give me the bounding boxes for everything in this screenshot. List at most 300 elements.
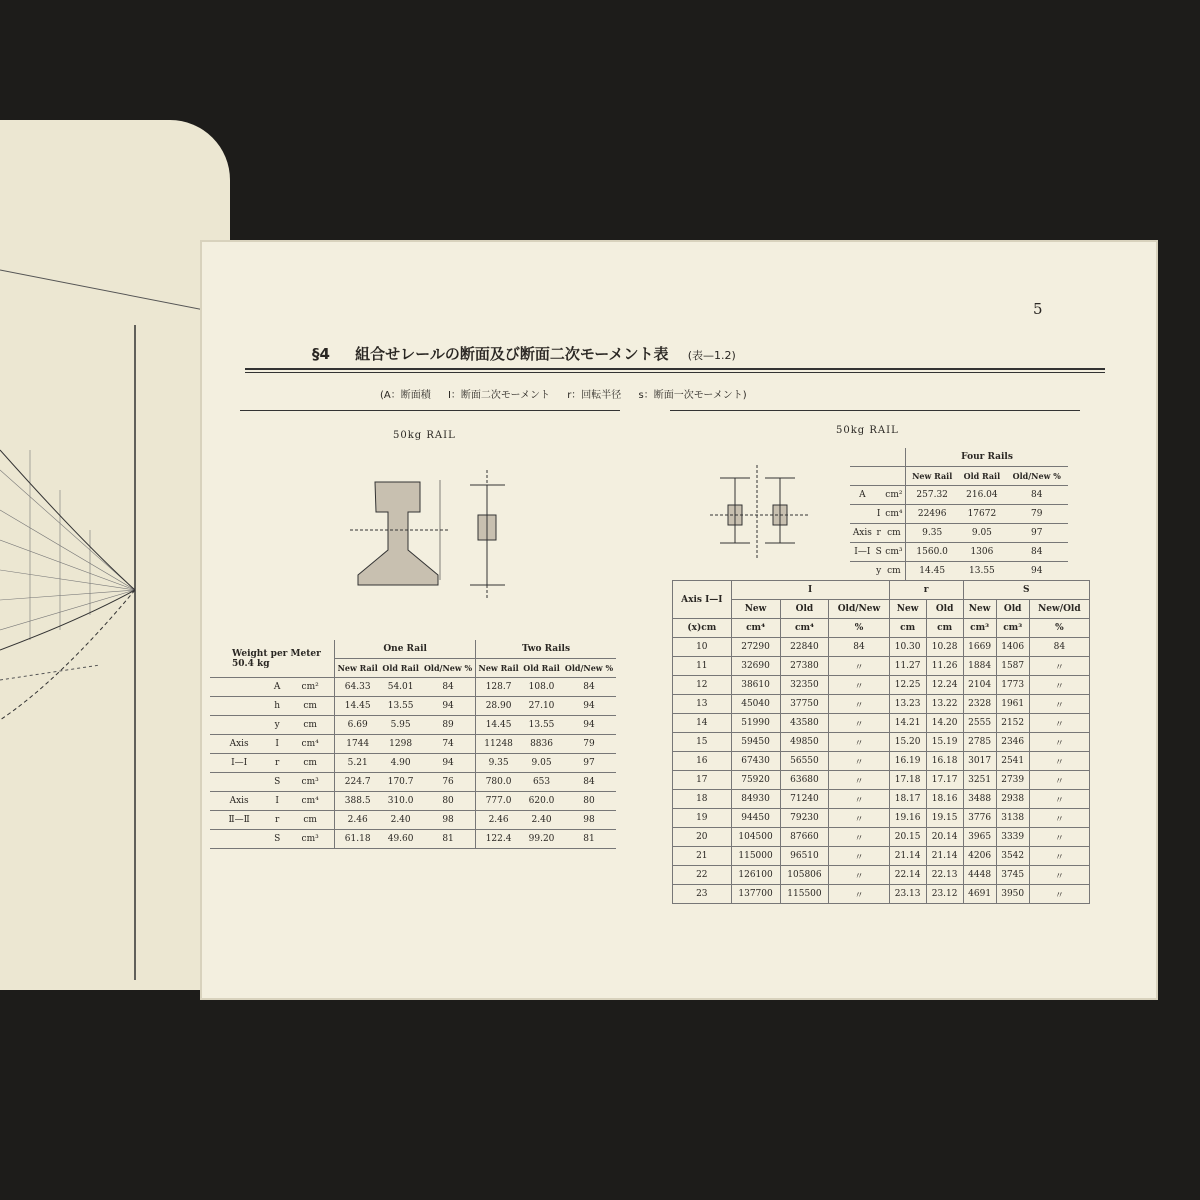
section-number: §4 <box>312 345 330 363</box>
unit-header: cm³ <box>996 619 1029 638</box>
value-cell: 32350 <box>780 676 829 695</box>
axis-cell: Axis <box>850 524 875 543</box>
table-row <box>210 811 616 830</box>
value-cell: 23.12 <box>926 885 963 904</box>
table-row <box>850 505 1068 524</box>
table-row <box>210 735 616 754</box>
value-cell: 94 <box>562 697 616 716</box>
axis-cell: Ⅱ—Ⅱ <box>210 811 268 830</box>
section-ref: (表—1.2) <box>687 349 736 362</box>
value-cell: 1306 <box>958 543 1005 562</box>
value-cell: 310.0 <box>380 792 421 811</box>
value-cell: 〃 <box>829 847 889 866</box>
table-row <box>673 714 1090 733</box>
value-cell: 3251 <box>963 771 996 790</box>
value-cell: 3488 <box>963 790 996 809</box>
four-rails-table <box>850 448 1068 581</box>
axis-cell <box>210 678 268 697</box>
symbol-legend <box>380 386 761 401</box>
value-cell: 80 <box>562 792 616 811</box>
value-cell: 22.14 <box>889 866 926 885</box>
value-cell: 1669 <box>963 638 996 657</box>
value-cell: 84 <box>1006 543 1068 562</box>
sub-header: New <box>889 600 926 619</box>
unit-cell: cm⁴ <box>286 735 335 754</box>
value-cell: 81 <box>562 830 616 849</box>
unit-header: cm <box>926 619 963 638</box>
value-cell: 98 <box>562 811 616 830</box>
value-cell: 16 <box>673 752 732 771</box>
value-cell: 56550 <box>780 752 829 771</box>
symbol-cell: y <box>268 716 286 735</box>
value-cell: 122.4 <box>476 830 522 849</box>
value-cell: 11.27 <box>889 657 926 676</box>
value-cell: 76 <box>421 773 476 792</box>
table-row <box>210 678 616 697</box>
unit-cell: cm <box>883 524 906 543</box>
table-row <box>850 543 1068 562</box>
symbol-cell: I <box>268 792 286 811</box>
value-cell: 5.21 <box>335 754 381 773</box>
value-cell: 13.22 <box>926 695 963 714</box>
heading-rule-thin <box>245 372 1105 373</box>
symbol-cell: S <box>268 830 286 849</box>
value-cell: 388.5 <box>335 792 381 811</box>
value-cell: 2555 <box>963 714 996 733</box>
value-cell: 27380 <box>780 657 829 676</box>
value-cell: 〃 <box>1029 771 1089 790</box>
four-col-old: Old Rail <box>958 467 1005 486</box>
table-row <box>210 754 616 773</box>
sub-header: Old <box>780 600 829 619</box>
group-r: r <box>889 581 963 600</box>
value-cell: 79 <box>562 735 616 754</box>
value-cell: 84 <box>1029 638 1089 657</box>
col-old-rail: Old Rail <box>380 659 421 678</box>
group-s: S <box>963 581 1089 600</box>
value-cell: 94 <box>1006 562 1068 581</box>
curve-chart-graphic <box>0 120 230 990</box>
one-two-rails-body <box>210 678 616 849</box>
value-cell: 〃 <box>829 733 889 752</box>
value-cell: 22496 <box>906 505 959 524</box>
four-col-ratio: Old/New % <box>1006 467 1068 486</box>
value-cell: 126100 <box>731 866 780 885</box>
rail-section-diagram <box>330 470 530 620</box>
sub-header: New/Old <box>1029 600 1089 619</box>
legend-area: (A：断面積 <box>380 390 431 401</box>
value-cell: 6.69 <box>335 716 381 735</box>
value-cell: 28.90 <box>476 697 522 716</box>
value-cell: 108.0 <box>521 678 562 697</box>
unit-header: % <box>829 619 889 638</box>
four-rails-body <box>850 486 1068 581</box>
unit-header: cm³ <box>963 619 996 638</box>
axis-cell: Axis <box>210 792 268 811</box>
value-cell: 〃 <box>829 828 889 847</box>
table-row <box>850 524 1068 543</box>
value-cell: 3339 <box>996 828 1029 847</box>
value-cell: 1884 <box>963 657 996 676</box>
unit-cell: cm <box>286 811 335 830</box>
one-two-rails-table <box>210 640 616 849</box>
value-cell: 2.46 <box>335 811 381 830</box>
value-cell: 1961 <box>996 695 1029 714</box>
value-cell: 3776 <box>963 809 996 828</box>
value-cell: 54.01 <box>380 678 421 697</box>
unit-header: (x)cm <box>673 619 732 638</box>
value-cell: 20.14 <box>926 828 963 847</box>
value-cell: 2104 <box>963 676 996 695</box>
unit-header: cm⁴ <box>780 619 829 638</box>
value-cell: 22840 <box>780 638 829 657</box>
value-cell: 9.35 <box>906 524 959 543</box>
value-cell: 89 <box>421 716 476 735</box>
value-cell: 2785 <box>963 733 996 752</box>
value-cell: 11 <box>673 657 732 676</box>
value-cell: 84 <box>1006 486 1068 505</box>
value-cell: 15.19 <box>926 733 963 752</box>
value-cell: 21.14 <box>889 847 926 866</box>
value-cell: 19.15 <box>926 809 963 828</box>
value-cell: 〃 <box>829 676 889 695</box>
unit-cell: cm² <box>883 486 906 505</box>
value-cell: 〃 <box>1029 733 1089 752</box>
value-cell: 216.04 <box>958 486 1005 505</box>
symbol-cell: A <box>268 678 286 697</box>
unit-cell: cm⁴ <box>286 792 335 811</box>
spacing-body <box>673 638 1090 904</box>
value-cell: 16.19 <box>889 752 926 771</box>
value-cell: 10 <box>673 638 732 657</box>
value-cell: 〃 <box>829 809 889 828</box>
value-cell: 〃 <box>829 771 889 790</box>
table-row <box>210 792 616 811</box>
legend-first-moment: s：断面一次モーメント) <box>638 390 747 401</box>
value-cell: 2541 <box>996 752 1029 771</box>
unit-cell: cm <box>883 562 906 581</box>
value-cell: 19 <box>673 809 732 828</box>
four-col-new: New Rail <box>906 467 959 486</box>
symbol-cell <box>875 486 883 505</box>
table-row <box>673 866 1090 885</box>
value-cell: 84 <box>829 638 889 657</box>
value-cell: 38610 <box>731 676 780 695</box>
value-cell: 18.16 <box>926 790 963 809</box>
spacing-table <box>672 580 1090 904</box>
value-cell: 21 <box>673 847 732 866</box>
value-cell: 94450 <box>731 809 780 828</box>
value-cell: 〃 <box>1029 885 1089 904</box>
weight-value: 50.4 kg <box>232 658 270 669</box>
value-cell: 11.26 <box>926 657 963 676</box>
value-cell: 〃 <box>1029 714 1089 733</box>
unit-cell: cm <box>286 716 335 735</box>
value-cell: 79 <box>1006 505 1068 524</box>
axis-label: Axis I—I <box>673 581 732 619</box>
value-cell: 14 <box>673 714 732 733</box>
value-cell: 17.17 <box>926 771 963 790</box>
col-new-rail: New Rail <box>335 659 381 678</box>
value-cell: 4691 <box>963 885 996 904</box>
value-cell: 14.20 <box>926 714 963 733</box>
value-cell: 〃 <box>1029 657 1089 676</box>
value-cell: 1298 <box>380 735 421 754</box>
value-cell: 84 <box>562 773 616 792</box>
value-cell: 8836 <box>521 735 562 754</box>
four-rail-diagram <box>710 460 840 570</box>
value-cell: 97 <box>562 754 616 773</box>
value-cell: 〃 <box>1029 809 1089 828</box>
spacing-units <box>673 619 1090 638</box>
heading-rule <box>245 368 1105 370</box>
value-cell: 2739 <box>996 771 1029 790</box>
value-cell: 10.28 <box>926 638 963 657</box>
legend-moment: I：断面二次モーメント <box>447 390 550 401</box>
value-cell: 〃 <box>829 752 889 771</box>
value-cell: 23.13 <box>889 885 926 904</box>
value-cell: 2938 <box>996 790 1029 809</box>
symbol-cell: r <box>268 754 286 773</box>
value-cell: 96510 <box>780 847 829 866</box>
value-cell: 2346 <box>996 733 1029 752</box>
value-cell: 16.18 <box>926 752 963 771</box>
value-cell: 59450 <box>731 733 780 752</box>
value-cell: 〃 <box>1029 847 1089 866</box>
unit-cell: cm³ <box>883 543 906 562</box>
unit-cell: cm <box>286 754 335 773</box>
value-cell: 22.13 <box>926 866 963 885</box>
weight-label: Weight per Meter <box>232 648 321 659</box>
value-cell: 2328 <box>963 695 996 714</box>
value-cell: 27.10 <box>521 697 562 716</box>
value-cell: 15 <box>673 733 732 752</box>
table-row <box>673 638 1090 657</box>
value-cell: 1773 <box>996 676 1029 695</box>
value-cell: 〃 <box>1029 790 1089 809</box>
value-cell: 4.90 <box>380 754 421 773</box>
table-row <box>850 562 1068 581</box>
value-cell: 777.0 <box>476 792 522 811</box>
axis-cell <box>210 716 268 735</box>
value-cell: 11248 <box>476 735 522 754</box>
value-cell: 3950 <box>996 885 1029 904</box>
value-cell: 3138 <box>996 809 1029 828</box>
value-cell: 3542 <box>996 847 1029 866</box>
value-cell: 20.15 <box>889 828 926 847</box>
value-cell: 97 <box>1006 524 1068 543</box>
table-row <box>673 676 1090 695</box>
axis-cell: Axis <box>210 735 268 754</box>
symbol-cell: h <box>268 697 286 716</box>
value-cell: 4206 <box>963 847 996 866</box>
left-page-chart <box>0 120 230 990</box>
value-cell: 〃 <box>1029 676 1089 695</box>
col-ratio-2: Old/New % <box>562 659 616 678</box>
table-row <box>210 697 616 716</box>
value-cell: 21.14 <box>926 847 963 866</box>
value-cell: 2.46 <box>476 811 522 830</box>
value-cell: 74 <box>421 735 476 754</box>
value-cell: 94 <box>421 754 476 773</box>
sub-header: Old <box>926 600 963 619</box>
unit-cell: cm³ <box>286 773 335 792</box>
value-cell: 19.16 <box>889 809 926 828</box>
value-cell: 780.0 <box>476 773 522 792</box>
value-cell: 4448 <box>963 866 996 885</box>
value-cell: 2.40 <box>380 811 421 830</box>
value-cell: 3965 <box>963 828 996 847</box>
value-cell: 13.55 <box>380 697 421 716</box>
value-cell: 115000 <box>731 847 780 866</box>
symbol-cell: I <box>875 505 883 524</box>
value-cell: 137700 <box>731 885 780 904</box>
value-cell: 13.55 <box>958 562 1005 581</box>
table-row <box>673 752 1090 771</box>
value-cell: 27290 <box>731 638 780 657</box>
value-cell: 12 <box>673 676 732 695</box>
value-cell: 49850 <box>780 733 829 752</box>
section-heading <box>312 343 736 364</box>
value-cell: 9.35 <box>476 754 522 773</box>
sub-header: New <box>963 600 996 619</box>
weight-header <box>210 640 335 678</box>
table-row <box>210 773 616 792</box>
value-cell: 51990 <box>731 714 780 733</box>
value-cell: 13.23 <box>889 695 926 714</box>
symbol-cell: S <box>875 543 883 562</box>
value-cell: 〃 <box>829 695 889 714</box>
axis-cell: A <box>850 486 875 505</box>
page-number: 5 <box>1033 300 1043 318</box>
unit-cell: cm² <box>286 678 335 697</box>
value-cell: 67430 <box>731 752 780 771</box>
value-cell: 13.55 <box>521 716 562 735</box>
value-cell: 1587 <box>996 657 1029 676</box>
value-cell: 115500 <box>780 885 829 904</box>
value-cell: 94 <box>562 716 616 735</box>
value-cell: 〃 <box>829 885 889 904</box>
sub-header: New <box>731 600 780 619</box>
table-row <box>673 885 1090 904</box>
value-cell: 94 <box>421 697 476 716</box>
value-cell: 18.17 <box>889 790 926 809</box>
value-cell: 79230 <box>780 809 829 828</box>
value-cell: 22 <box>673 866 732 885</box>
left-caption-rule <box>240 410 620 411</box>
table-row <box>210 830 616 849</box>
two-rails-header: Two Rails <box>476 640 616 659</box>
value-cell: 3017 <box>963 752 996 771</box>
unit-cell: cm⁴ <box>883 505 906 524</box>
table-row <box>673 790 1090 809</box>
symbol-cell: S <box>268 773 286 792</box>
value-cell: 17672 <box>958 505 1005 524</box>
value-cell: 〃 <box>1029 828 1089 847</box>
symbol-cell: r <box>875 524 883 543</box>
value-cell: 64.33 <box>335 678 381 697</box>
unit-header: cm <box>889 619 926 638</box>
value-cell: 87660 <box>780 828 829 847</box>
value-cell: 45040 <box>731 695 780 714</box>
value-cell: 257.32 <box>906 486 959 505</box>
value-cell: 14.45 <box>906 562 959 581</box>
value-cell: 12.25 <box>889 676 926 695</box>
value-cell: 17.18 <box>889 771 926 790</box>
value-cell: 9.05 <box>521 754 562 773</box>
axis-cell <box>210 830 268 849</box>
spacing-subheaders <box>673 600 1090 619</box>
table-row <box>673 771 1090 790</box>
table-row <box>673 733 1090 752</box>
table-row <box>673 809 1090 828</box>
value-cell: 84 <box>421 678 476 697</box>
value-cell: 128.7 <box>476 678 522 697</box>
value-cell: 81 <box>421 830 476 849</box>
value-cell: 71240 <box>780 790 829 809</box>
col-new-rail-2: New Rail <box>476 659 522 678</box>
value-cell: 49.60 <box>380 830 421 849</box>
value-cell: 2152 <box>996 714 1029 733</box>
value-cell: 〃 <box>1029 752 1089 771</box>
sub-header: Old <box>996 600 1029 619</box>
value-cell: 99.20 <box>521 830 562 849</box>
axis-cell: I—I <box>210 754 268 773</box>
value-cell: 170.7 <box>380 773 421 792</box>
value-cell: 32690 <box>731 657 780 676</box>
value-cell: 23 <box>673 885 732 904</box>
left-caption: 50kg RAIL <box>393 430 456 441</box>
value-cell: 43580 <box>780 714 829 733</box>
right-caption-rule <box>670 410 1080 411</box>
value-cell: 84 <box>562 678 616 697</box>
value-cell: 9.05 <box>958 524 1005 543</box>
axis-cell: I—I <box>850 543 875 562</box>
value-cell: 620.0 <box>521 792 562 811</box>
symbol-cell: r <box>268 811 286 830</box>
value-cell: 10.30 <box>889 638 926 657</box>
table-row <box>850 486 1068 505</box>
legend-radius: r：回転半径 <box>567 390 622 401</box>
axis-cell <box>850 562 875 581</box>
value-cell: 〃 <box>829 657 889 676</box>
one-rail-header: One Rail <box>335 640 476 659</box>
value-cell: 13 <box>673 695 732 714</box>
right-caption: 50kg RAIL <box>836 425 899 436</box>
col-ratio: Old/New % <box>421 659 476 678</box>
value-cell: 104500 <box>731 828 780 847</box>
value-cell: 14.21 <box>889 714 926 733</box>
value-cell: 17 <box>673 771 732 790</box>
unit-header: cm⁴ <box>731 619 780 638</box>
table-row <box>673 657 1090 676</box>
table-row <box>673 847 1090 866</box>
value-cell: 15.20 <box>889 733 926 752</box>
value-cell: 14.45 <box>476 716 522 735</box>
symbol-cell: I <box>268 735 286 754</box>
value-cell: 224.7 <box>335 773 381 792</box>
table-row <box>673 828 1090 847</box>
section-title: 組合せレールの断面及び断面二次モーメント表 <box>355 345 669 363</box>
value-cell: 75920 <box>731 771 780 790</box>
value-cell: 61.18 <box>335 830 381 849</box>
unit-cell: cm <box>286 697 335 716</box>
value-cell: 1744 <box>335 735 381 754</box>
value-cell: 105806 <box>780 866 829 885</box>
value-cell: 98 <box>421 811 476 830</box>
sub-header: Old/New <box>829 600 889 619</box>
value-cell: 84930 <box>731 790 780 809</box>
